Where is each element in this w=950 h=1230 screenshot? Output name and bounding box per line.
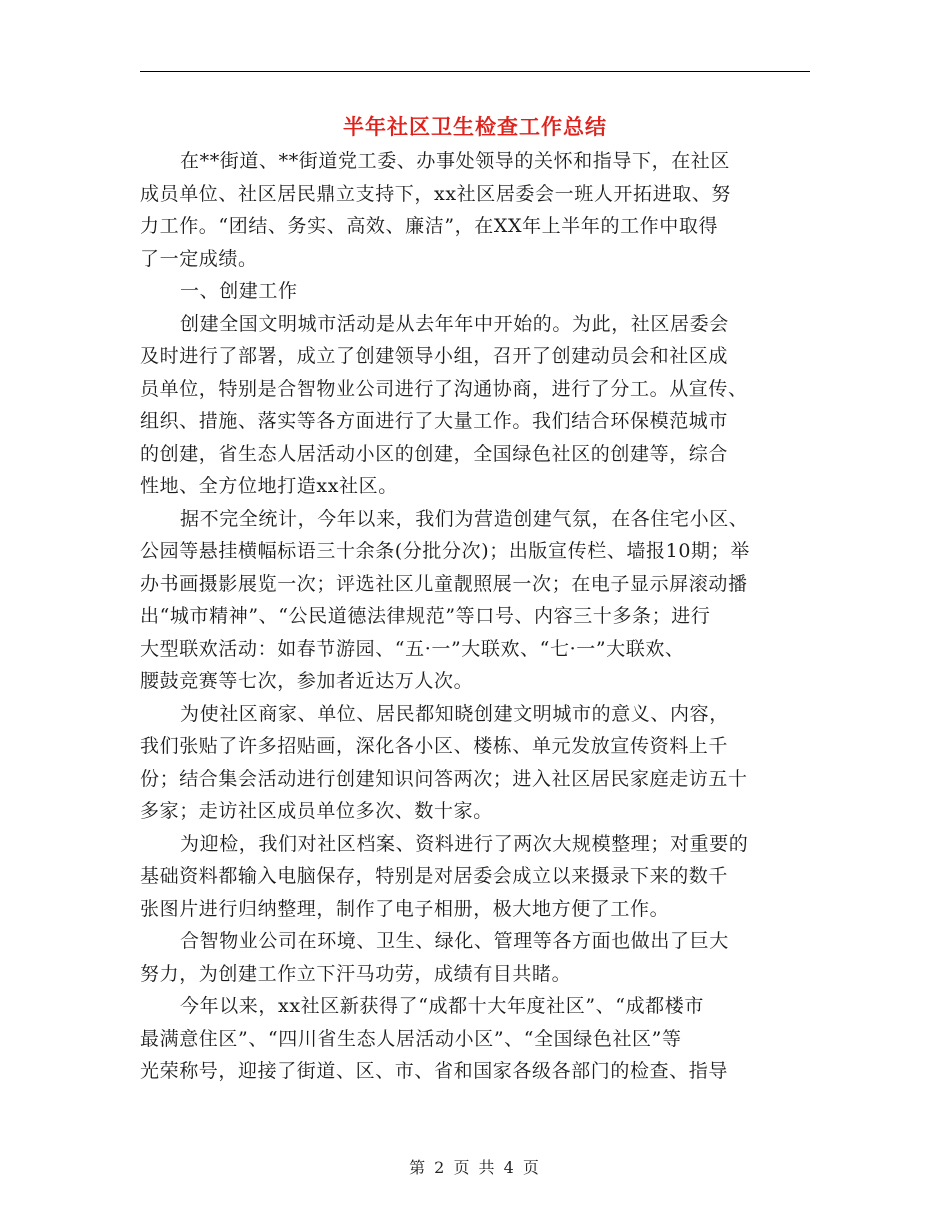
text-line: 力工作。“团结、务实、高效、廉洁”，在XX年上半年的工作中取得 [140, 215, 719, 237]
section-heading [140, 275, 810, 308]
text-line: 努力，为创建工作立下汗马功劳，成绩有目共睹。 [140, 962, 572, 985]
paragraph-statistics [140, 503, 810, 698]
text-line: 及时进行了部署，成立了创建领导小组，召开了创建动员会和社区成 [140, 345, 729, 367]
text-line: 公园等悬挂横幅标语三十余条(分批分次)；出版宣传栏、墙报10期；举 [140, 540, 750, 562]
text-line: 张图片进行归纳整理，制作了电子相册，极大地方便了工作。 [140, 897, 670, 920]
text-line: 最满意住区”、“四川省生态人居活动小区”、“全国绿色社区”等 [140, 1027, 682, 1050]
paragraph-honors [140, 990, 810, 1088]
text-line: 基础资料都输入电脑保存，特别是对居委会成立以来摄录下来的数千 [140, 865, 729, 887]
text-line: 了一定成绩。 [140, 247, 258, 270]
page-number-footer: 第 2 页 共 4 页 [409, 1158, 541, 1177]
text-line: 组织、措施、落实等各方面进行了大量工作。我们结合环保模范城市 [140, 410, 729, 432]
document-title: 半年社区卫生检查工作总结 [343, 114, 607, 139]
text-line: 员单位，特别是合智物业公司进行了沟通协商，进行了分工。从宣传、 [140, 377, 748, 400]
paragraph-publicity [140, 698, 810, 828]
document-body [140, 145, 810, 1088]
text-line: 光荣称号，迎接了街道、区、市、省和国家各级各部门的检查、指导 [140, 1060, 729, 1082]
text-line: 出“城市精神”、“公民道德法律规范”等口号、内容三十多条；进行 [140, 605, 711, 627]
text-line: 创建全国文明城市活动是从去年年中开始的。为此，社区居委会 [180, 312, 729, 335]
text-line: 据不完全统计，今年以来，我们为营造创建气氛，在各住宅小区、 [180, 507, 749, 530]
paragraph-intro [140, 145, 810, 275]
text-line: 办书画摄影展览一次；评选社区儿童靓照展一次；在电子显示屏滚动播 [140, 572, 748, 595]
header-rule [140, 71, 810, 72]
text-line: 成员单位、社区居民鼎立支持下，xx社区居委会一班人开拓进取、努 [140, 182, 732, 205]
text-line: 在**街道、**街道党工委、办事处领导的关怀和指导下，在社区 [180, 150, 731, 172]
text-line: 今年以来，xx社区新获得了“成都十大年度社区”、“成都楼市 [180, 995, 704, 1017]
text-line: 为使社区商家、单位、居民都知晓创建文明城市的意义、内容， [180, 702, 729, 725]
text-line: 我们张贴了许多招贴画，深化各小区、楼栋、单元发放宣传资料上千 [140, 735, 729, 757]
text-line: 一、创建工作 [180, 280, 298, 302]
text-line: 大型联欢活动：如春节游园、“五·一”大联欢、“七·一”大联欢、 [140, 637, 685, 660]
text-line: 份；结合集会活动进行创建知识问答两次；进入社区居民家庭走访五十 [140, 767, 748, 790]
text-line: 多家；走访社区成员单位多次、数十家。 [140, 800, 493, 822]
text-line: 的创建，省生态人居活动小区的创建，全国绿色社区的创建等，综合 [140, 442, 729, 465]
text-line: 腰鼓竞赛等七次，参加者近达万人次。 [140, 670, 474, 692]
text-line: 性地、全方位地打造xx社区。 [140, 475, 398, 497]
paragraph-creation [140, 308, 810, 503]
paragraph-property-company [140, 925, 810, 990]
text-line: 合智物业公司在环境、卫生、绿化、管理等各方面也做出了巨大 [180, 930, 729, 952]
text-line: 为迎检，我们对社区档案、资料进行了两次大规模整理；对重要的 [180, 832, 749, 855]
paragraph-inspection [140, 828, 810, 926]
